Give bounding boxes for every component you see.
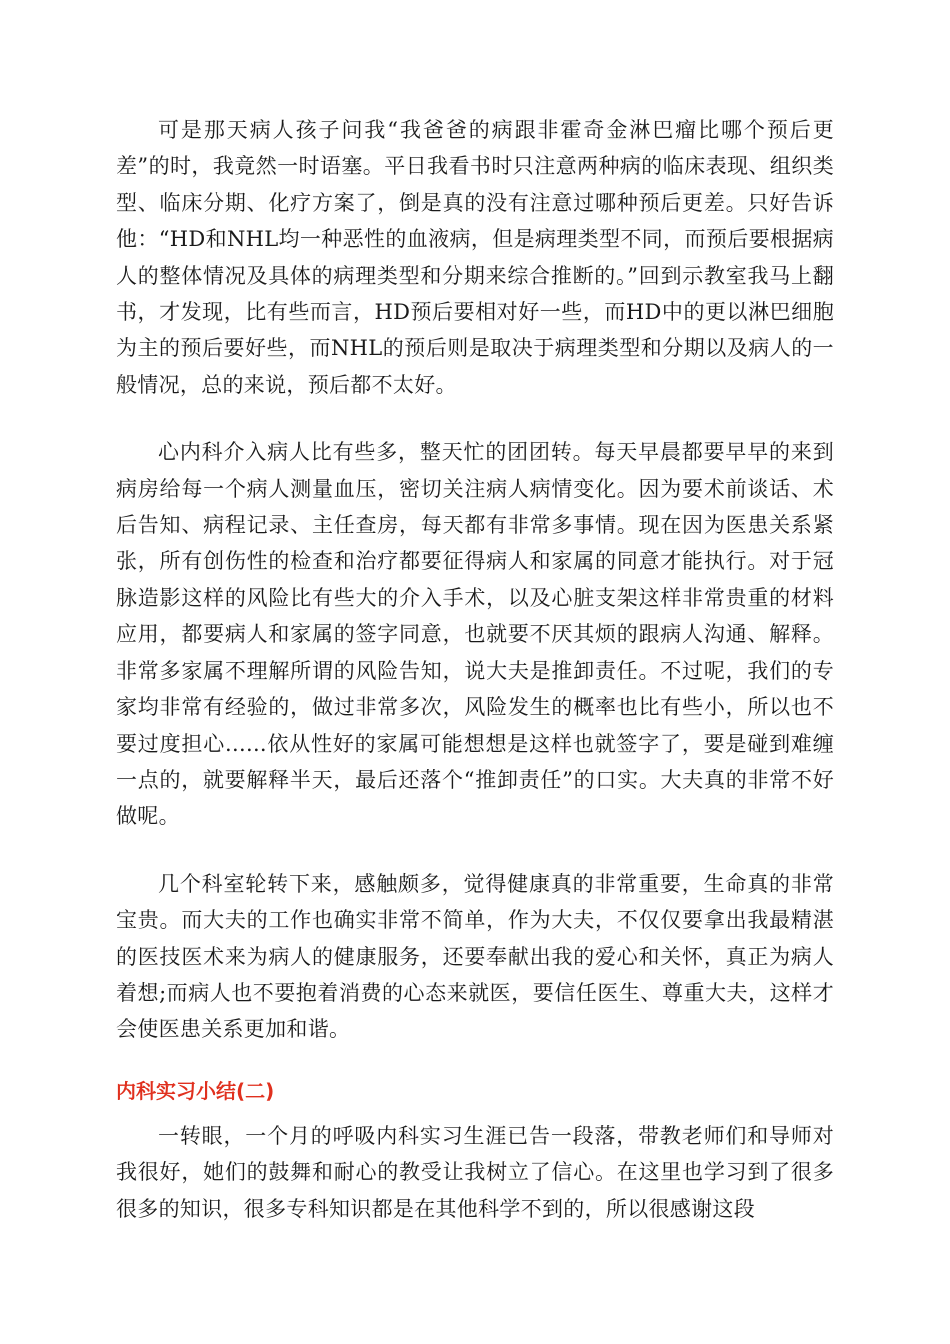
section-heading: 内科实习小结(二): [116, 1078, 275, 1103]
body-paragraph-3: 几个科室轮转下来，感触颇多，觉得健康真的非常重要，生命真的非常宝贵。而大夫的工作也确实非常不简单，作为大夫，不仅仅要拿出我最精湛的医技医术来为病人的健康服务，还要奉献出我的爱心和关怀，真正为病人着想;而病人也不要抱着消费的心态来就医，要信任医生、尊重大夫，这样才会使医患关系更加和谐。: [116, 871, 834, 1042]
body-paragraph-1: 可是那天病人孩子问我“我爸爸的病跟非霍奇金淋巴瘤比哪个预后更差”的时，我竟然一时语塞。平日我看书时只注意两种病的临床表现、组织类型、临床分期、化疗方案了，倒是真的没有注意过哪种预后更差。只好告诉他：“HD和NHL均一种恶性的血液病，但是病理类型不同，而预后要根据病人的整体情况及具体的病理类型和分期来综合推断的。”回到示教室我马上翻书，才发现，比有些而言，HD预后要相对好一些，而HD中的更以淋巴细胞为主的预后要好些，而NHL的预后则是取决于病理类型和分期以及病人的一般情况，总的来说，预后都不太好。: [116, 118, 834, 397]
section-paragraph: 一转眼，一个月的呼吸内科实习生涯已告一段落，带教老师们和导师对我很好，她们的鼓舞和耐心的教受让我树立了信心。在这里也学习到了很多很多的知识，很多专科知识都是在其他科学不到的，所以很感谢这段: [116, 1123, 834, 1221]
body-paragraph-2: 心内科介入病人比有些多，整天忙的团团转。每天早晨都要早早的来到病房给每一个病人测量血压，密切关注病人病情变化。因为要术前谈话、术后告知、病程记录、主任查房，每天都有非常多事情。现在因为医患关系紧张，所有创伤性的检查和治疗都要征得病人和家属的同意才能执行。对于冠脉造影这样的风险比有些大的介入手术，以及心脏支架这样非常贵重的材料应用，都要病人和家属的签字同意，也就要不厌其烦的跟病人沟通、解释。非常多家属不理解所谓的风险告知，说大夫是推卸责任。不过呢，我们的专家均非常有经验的，做过非常多次，风险发生的概率也比有些小，所以也不要过度担心......依从性好的家属可能想想是这样也就签字了，要是碰到难缠一点的，就要解释半天，最后还落个“推卸责任”的口实。大夫真的非常不好做呢。: [116, 440, 834, 829]
document-page: [116, 112, 834, 1227]
